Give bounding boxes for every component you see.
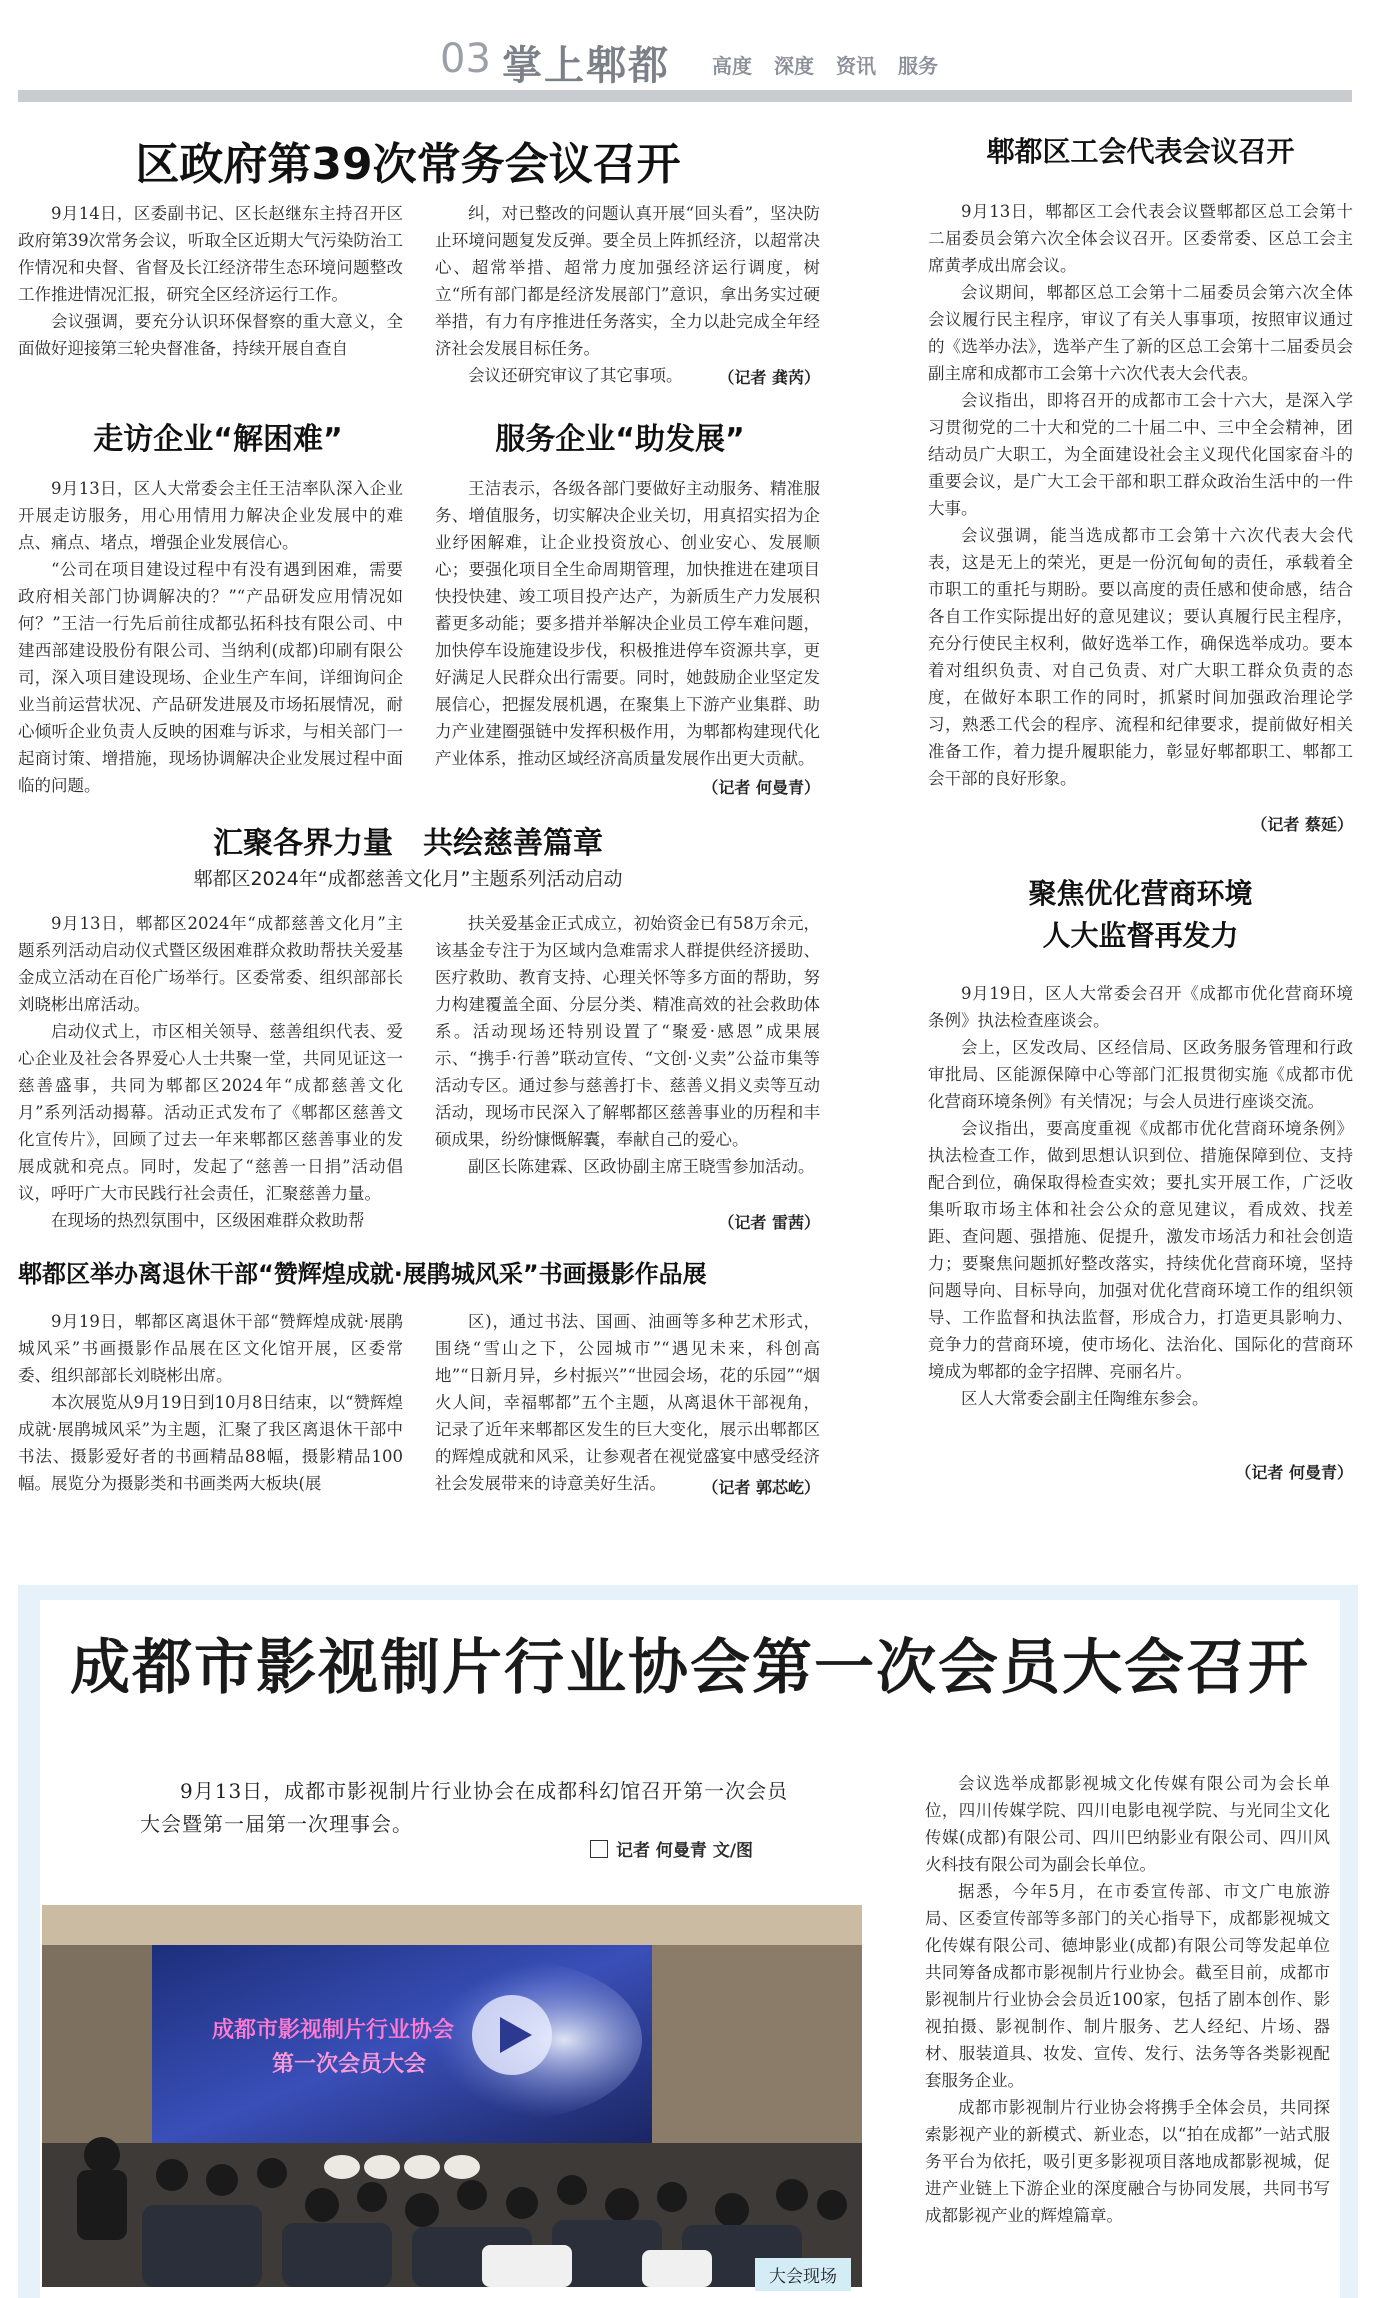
article-column	[18, 910, 403, 1236]
paragraph: 9月19日，区人大常委会召开《成都市优化营商环境条例》执法检查座谈会。	[928, 984, 1353, 1030]
article-column	[928, 198, 1353, 808]
credit-text: 记者 何曼青 文/图	[616, 1841, 754, 1861]
paragraph: 9月13日，郫都区工会代表会议暨郫都区总工会第十二届委员会第六次全体会议召开。区委常委、区总工会主席黄孝成出席会议。	[928, 202, 1353, 275]
article-column	[435, 200, 820, 390]
photo-caption: 大会现场	[755, 2258, 851, 2291]
article-column	[928, 980, 1353, 1460]
headline: 区政府第39次常务会议召开	[135, 139, 681, 190]
event-photo	[42, 1905, 862, 2287]
paragraph: 9月14日，区委副书记、区长赵继东主持召开区政府第39次常务会议，听取全区近期大气污染防治工作情况和央督、省督及长江经济带生态环境问题整改工作推进情况汇报，研究全区经济运行工作。	[18, 204, 403, 304]
paragraph: 会议指出，要高度重视《成都市优化营商环境条例》执法检查工作，做到思想认识到位、措施保障到位、支持配合到位，确保取得检查实效；要扎实开展工作，广泛收集听取市场主体和社会公众的意见建议，看成效、找差距、查问题、强措施、促提升，激发市场活力和社会创造力；要聚焦问题抓好整改落实，持续优化营商环境，坚持问题导向、目标导向，加强对优化营商环境工作的组织领导、工作监督和执法监督，形成合力，打造更具影响力、竞争力的营商环境，使市场化、法治化、国际化的营商环境成为郫都的金字招牌、亮丽名片。	[928, 1119, 1353, 1381]
masthead	[0, 0, 1380, 100]
lead-paragraph: 9月13日，成都市影视制片行业协会在成都科幻馆召开第一次会员大会暨第一届第一次理事会。	[140, 1779, 789, 1836]
masthead-tag: 高度	[712, 54, 752, 78]
paragraph: 本次展览从9月19日到10月8日结束，以“赞辉煌成就·展鹃城风采”为主题，汇聚了我区离退休干部中书法、摄影爱好者的书画精品88幅，摄影精品100幅。展览分为摄影类和书画类两大板块(展	[18, 1393, 403, 1493]
headline: 郫都区举办离退休干部“赞辉煌成就·展鹃城风采”书画摄影作品展	[18, 1260, 707, 1288]
paragraph: 副区长陈建霖、区政协副主席王晓雪参加活动。	[468, 1157, 815, 1176]
article-column	[18, 475, 403, 801]
paragraph: 会议指出，即将召开的成都市工会十六大，是深入学习贯彻党的二十大和党的二十届二中、三中全会精神，团结动员广大职工，为全面建设社会主义现代化国家奋斗的重要会议，是广大工会干部和职工群众政治生活中的一件大事。	[928, 391, 1353, 518]
paragraph: 会上，区发改局、区经信局、区政务服务管理和行政审批局、区能源保障中心等部门汇报贯彻实施《成都市优化营商环境条例》有关情况；与会人员进行座谈交流。	[928, 1038, 1353, 1111]
headline: 聚焦优化营商环境	[1028, 877, 1253, 910]
paragraph: 会议还研究审议了其它事项。	[468, 366, 683, 385]
masthead-rule	[18, 90, 1352, 102]
headline: 走访企业“解困难”	[93, 422, 343, 457]
article-column	[18, 200, 403, 390]
headline: 郫都区工会代表会议召开	[986, 135, 1295, 168]
paragraph: “公司在项目建设过程中有没有遇到困难，需要政府相关部门协调解决的？”“产品研发应用情况如何？”王洁一行先后前往成都弘拓科技有限公司、中建西部建设股份有限公司、当纳利(成都)印刷有限公司，深入项目建设现场、企业生产车间，详细询问企业当前运营状况、产品研发进展及市场拓展情况，耐心倾听企业负责人反映的困难与诉求，与相关部门一起商讨策、增措施，现场协调解决企业发展过程中面临的问题。	[18, 560, 403, 795]
byline: （记者 龚芮）	[718, 368, 820, 387]
article-column	[18, 1308, 403, 1498]
byline: （记者 何曼青）	[702, 778, 820, 797]
paragraph: 9月19日，郫都区离退休干部“赞辉煌成就·展鹃城风采”书画摄影作品展在区文化馆开展，区委常委、组织部部长刘晓彬出席。	[18, 1312, 403, 1385]
masthead-tag: 深度	[774, 54, 814, 78]
headline: 汇聚各界力量 共绘慈善篇章	[213, 826, 603, 861]
paragraph: 纠，对已整改的问题认真开展“回头看”，坚决防止环境问题复发反弹。要全员上阵抓经济，以超常决心、超常举措、超常力度加强经济运行调度，树立“所有部门都是经济发展部门”意识，拿出务实过硬举措，有力有序推进任务落实，全力以赴完成全年经济社会发展目标任务。	[435, 204, 820, 358]
paragraph: 扶关爱基金正式成立，初始资金已有58万余元，该基金专注于为区域内急难需求人群提供经济援助、医疗救助、教育支持、心理关怀等多方面的帮助，努力构建覆盖全面、分层分类、精准高效的社会救助体系。活动现场还特别设置了“聚爱·感恩”成果展示、“携手·行善”联动宣传、“文创·义卖”公益市集等活动专区。通过参与慈善打卡、慈善义捐义卖等互动活动，现场市民深入了解郫都区慈善事业的历程和丰硕成果，纷纷慷慨解囊，奉献自己的爱心。	[435, 914, 820, 1149]
headline: 服务企业“助发展”	[495, 422, 745, 457]
feature-article-column	[925, 1770, 1330, 2295]
paragraph: 启动仪式上，市区相关领导、慈善组织代表、爱心企业及社会各界爱心人士共聚一堂，共同见证这一慈善盛事，共同为郫都区2024年“成都慈善文化月”系列活动揭幕。活动正式发布了《郫都区慈善文化宣传片》，回顾了过去一年来郫都区慈善事业的发展成就和亮点。同时，发起了“慈善一日捐”活动倡议，呼吁广大市民践行社会责任，汇聚慈善力量。	[18, 1022, 403, 1203]
screen-text-line1: 成都市影视制片行业协会	[212, 2018, 455, 2043]
feature-headline: 成都市影视制片行业协会第一次会员大会召开	[70, 1633, 1310, 1703]
subheadline: 郫都区2024年“成都慈善文化月”主题系列活动启动	[193, 868, 623, 890]
paragraph: 会议期间，郫都区总工会第十二届委员会第六次全体会议履行民主程序，审议了有关人事事项，按照审议通过的《选举办法》，选举产生了新的区总工会第十二届委员会副主席和成都市工会第十六次代表大会代表。	[928, 283, 1353, 383]
photo-credit	[590, 1836, 753, 1861]
article-column	[435, 475, 820, 775]
paragraph: 区人大常委会副主任陶维东参会。	[961, 1389, 1209, 1408]
byline: （记者 蔡延）	[1251, 815, 1353, 834]
feature-lead	[140, 1775, 800, 1841]
screen-text-line2: 第一次会员大会	[272, 2052, 427, 2077]
paragraph: 据悉，今年5月，在市委宣传部、市文广电旅游局、区委宣传部等多部门的关心指导下，成都影视城文化传媒有限公司、德坤影业(成都)有限公司等发起单位共同筹备成都市影视制片行业协会。截至目前，成都市影视制片行业协会会员近100家，包括了剧本创作、影视拍摄、影视制作、制片服务、艺人经纪、片场、器材、服装道具、妆发、宣传、发行、法务等各类影视配套服务企业。	[925, 1882, 1330, 2090]
page-name: 掌上郫都	[502, 43, 670, 89]
paragraph: 会议选举成都影视城文化传媒有限公司为会长单位，四川传媒学院、四川电影电视学院、与光同尘文化传媒(成都)有限公司、四川巴纳影业有限公司、四川风火科技有限公司为副会长单位。	[925, 1774, 1330, 1874]
article-column	[435, 910, 820, 1236]
headline: 人大监督再发力	[1042, 919, 1239, 952]
event-photo-illustration	[42, 1905, 862, 2287]
byline: （记者 何曼青）	[1235, 1463, 1353, 1482]
masthead-tag: 资讯	[836, 54, 876, 78]
paragraph: 王洁表示，各级各部门要做好主动服务、精准服务、增值服务，切实解决企业关切，用真招实招为企业纾困解难，让企业投资放心、创业安心、发展顺心；要强化项目全生命周期管理，加快推进在建项目快投快建、竣工项目投产达产，为新质生产力发展积蓄更多动能；要多措并举解决企业员工停车难问题，加快停车设施建设步伐，积极推进停车资源共享，更好满足人民群众出行需要。同时，她鼓励企业坚定发展信心，把握发展机遇，在聚集上下游产业集群、助力产业建圈强链中发挥积极作用，为郫都构建现代化产业体系，推动区域经济高质量发展作出更大贡献。	[435, 479, 820, 768]
paragraph: 会议强调，能当选成都市工会第十六次代表大会代表，这是无上的荣光，更是一份沉甸甸的责任，承载着全市职工的重托与期盼。要以高度的责任感和使命感，结合各自工作实际提出好的意见建议；要认真履行民主程序，充分行使民主权利，做好选举工作，确保选举成功。要本着对组织负责、对自己负责、对广大职工群众负责的态度，在做好本职工作的同时，抓紧时间加强政治理论学习，熟悉工代会的程序、流程和纪律要求，提前做好相关准备工作，着力提升履职能力，彰显好郫都职工、郫都工会干部的良好形象。	[928, 526, 1353, 788]
page-number: 03	[440, 36, 491, 82]
square-icon	[590, 1840, 608, 1858]
paragraph: 成都市影视制片行业协会将携手全体会员，共同探索影视产业的新模式、新业态，以“拍在成都”一站式服务平台为依托，吸引更多影视项目落地成都影视城，促进产业链上下游企业的深度融合与协同发展，共同书写成都影视产业的辉煌篇章。	[925, 2098, 1330, 2225]
paragraph: 在现场的热烈氛围中，区级困难群众救助帮	[51, 1211, 365, 1230]
paragraph: 9月13日，区人大常委会主任王洁率队深入企业开展走访服务，用心用情用力解决企业发展中的难点、痛点、堵点，增强企业发展信心。	[18, 479, 403, 552]
paragraph: 9月13日，郫都区2024年“成都慈善文化月”主题系列活动启动仪式暨区级困难群众救助帮扶关爱基金成立活动在百伦广场举行。区委常委、组织部部长刘晓彬出席活动。	[18, 914, 403, 1014]
paragraph: 会议强调，要充分认识环保督察的重大意义，全面做好迎接第三轮央督准备，持续开展自查自	[18, 312, 403, 358]
byline: （记者 雷茜）	[718, 1213, 820, 1232]
byline: （记者 郭芯屹）	[702, 1478, 820, 1497]
masthead-tag: 服务	[898, 54, 938, 78]
paragraph: 区)，通过书法、国画、油画等多种艺术形式，围绕“雪山之下，公园城市”“遇见未来，科创高地”“日新月异，乡村振兴”“世园会场，花的乐园”“烟火人间，幸福郫都”五个主题，从离退休干部视角，记录了近年来郫都区发生的巨大变化，展示出郫都区的辉煌成就和风采，让参观者在视觉盛宴中感受经济社会发展带来的诗意美好生活。	[435, 1312, 820, 1493]
